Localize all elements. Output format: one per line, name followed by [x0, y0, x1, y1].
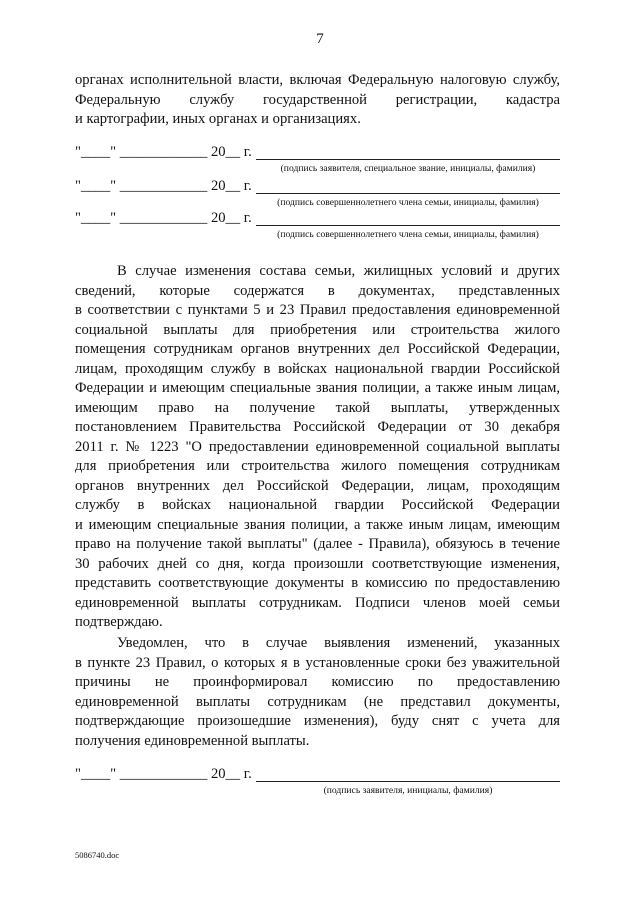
text-line: для приобретения или строительства жилого помещения сотрудникам [75, 458, 560, 474]
text-line: имеющим право на получение такой выплаты, утвержденных [75, 399, 560, 416]
text-line: социальной выплаты для приобретения или строительства жилого [75, 321, 560, 338]
document-filename: 5086740.doc [75, 850, 120, 860]
text-line: в соответствии с пунктами 5 и 23 Правил предоставления единовременной [75, 302, 560, 318]
signature-caption: (подпись совершеннолетнего члена семьи, инициалы, фамилия) [277, 197, 539, 208]
text-line: единовременной выплаты сотрудникам. Подписи членов моей семьи [75, 594, 560, 611]
text-line: право на получение такой выплаты" (далее - Правила), обязуюсь в течение [75, 536, 560, 552]
page-number: 7 [316, 31, 324, 47]
signature-caption: (подпись заявителя, инициалы, фамилия) [323, 785, 493, 796]
signature-block-family-member-2 [75, 210, 560, 240]
text-line: постановлением Правительства Российской Федерации от 30 декабря [75, 419, 560, 435]
text-line: подтверждаю. [75, 614, 163, 630]
text-line: Федеральную службу государственной регистрации, кадастра [75, 91, 560, 108]
text-line: органов внутренних дел Российской Федерации, лицам, проходящим [75, 477, 560, 494]
text-line: причины не проинформировал комиссию по предоставлению [75, 674, 560, 690]
text-line: органах исполнительной власти, включая Федеральную налоговую службу, [75, 72, 560, 88]
signature-caption: (подпись заявителя, специальное звание, инициалы, фамилия) [280, 163, 536, 174]
text-line: службу в войсках национальной гвардии Российской Федерации [75, 497, 560, 513]
signature-line [256, 781, 560, 782]
text-line: в пункте 23 Правил, о которых я в установленные сроки без уважительной [75, 654, 560, 671]
signature-line [256, 193, 560, 194]
signature-line [256, 159, 560, 160]
text-line: и картографии, иных органах и организациях. [75, 111, 361, 127]
obligation-paragraph [75, 262, 560, 633]
signature-date: "____" ____________ 20__ г. [75, 210, 252, 226]
text-line: и имеющим специальные звания полиции, а также иным лицам, имеющим [75, 516, 560, 533]
signature-date: "____" ____________ 20__ г. [75, 178, 252, 194]
text-line: Федерации и имеющим специальные звания полиции, а также иным лицам, [75, 380, 560, 396]
signature-date: "____" ____________ 20__ г. [75, 766, 252, 782]
signature-line [256, 225, 560, 226]
text-line: единовременной выплаты сотрудникам (не представил документы, [75, 693, 560, 710]
signature-block-final [75, 766, 560, 796]
signature-caption: (подпись совершеннолетнего члена семьи, инициалы, фамилия) [277, 229, 539, 240]
text-line: 2011 г. № 1223 "О предоставлении единовременной социальной выплаты [75, 438, 560, 455]
text-line: подтверждающие произошедшие изменения), буду снят с учета для [75, 713, 560, 729]
signature-block-applicant [75, 144, 560, 174]
text-line: получения единовременной выплаты. [75, 732, 310, 749]
intro-paragraph [75, 71, 560, 130]
notification-paragraph [75, 634, 560, 751]
text-line: представить соответствующие документы в комиссию по предоставлению [75, 575, 560, 591]
signature-date: "____" ____________ 20__ г. [75, 144, 252, 160]
text-line: В случае изменения состава семьи, жилищных условий и других [117, 263, 560, 279]
text-line: сведений, которые содержатся в документах, представленных [75, 282, 560, 299]
text-line: лицам, проходящим службу в войсках национальной гвардии Российской [75, 360, 560, 377]
text-line: Уведомлен, что в случае выявления изменений, указанных [117, 635, 560, 651]
text-line: помещения сотрудникам органов внутренних дел Российской Федерации, [75, 341, 560, 357]
signature-block-family-member-1 [75, 178, 560, 208]
text-line: 30 рабочих дней со дня, когда произошли соответствующие изменения, [75, 555, 560, 572]
